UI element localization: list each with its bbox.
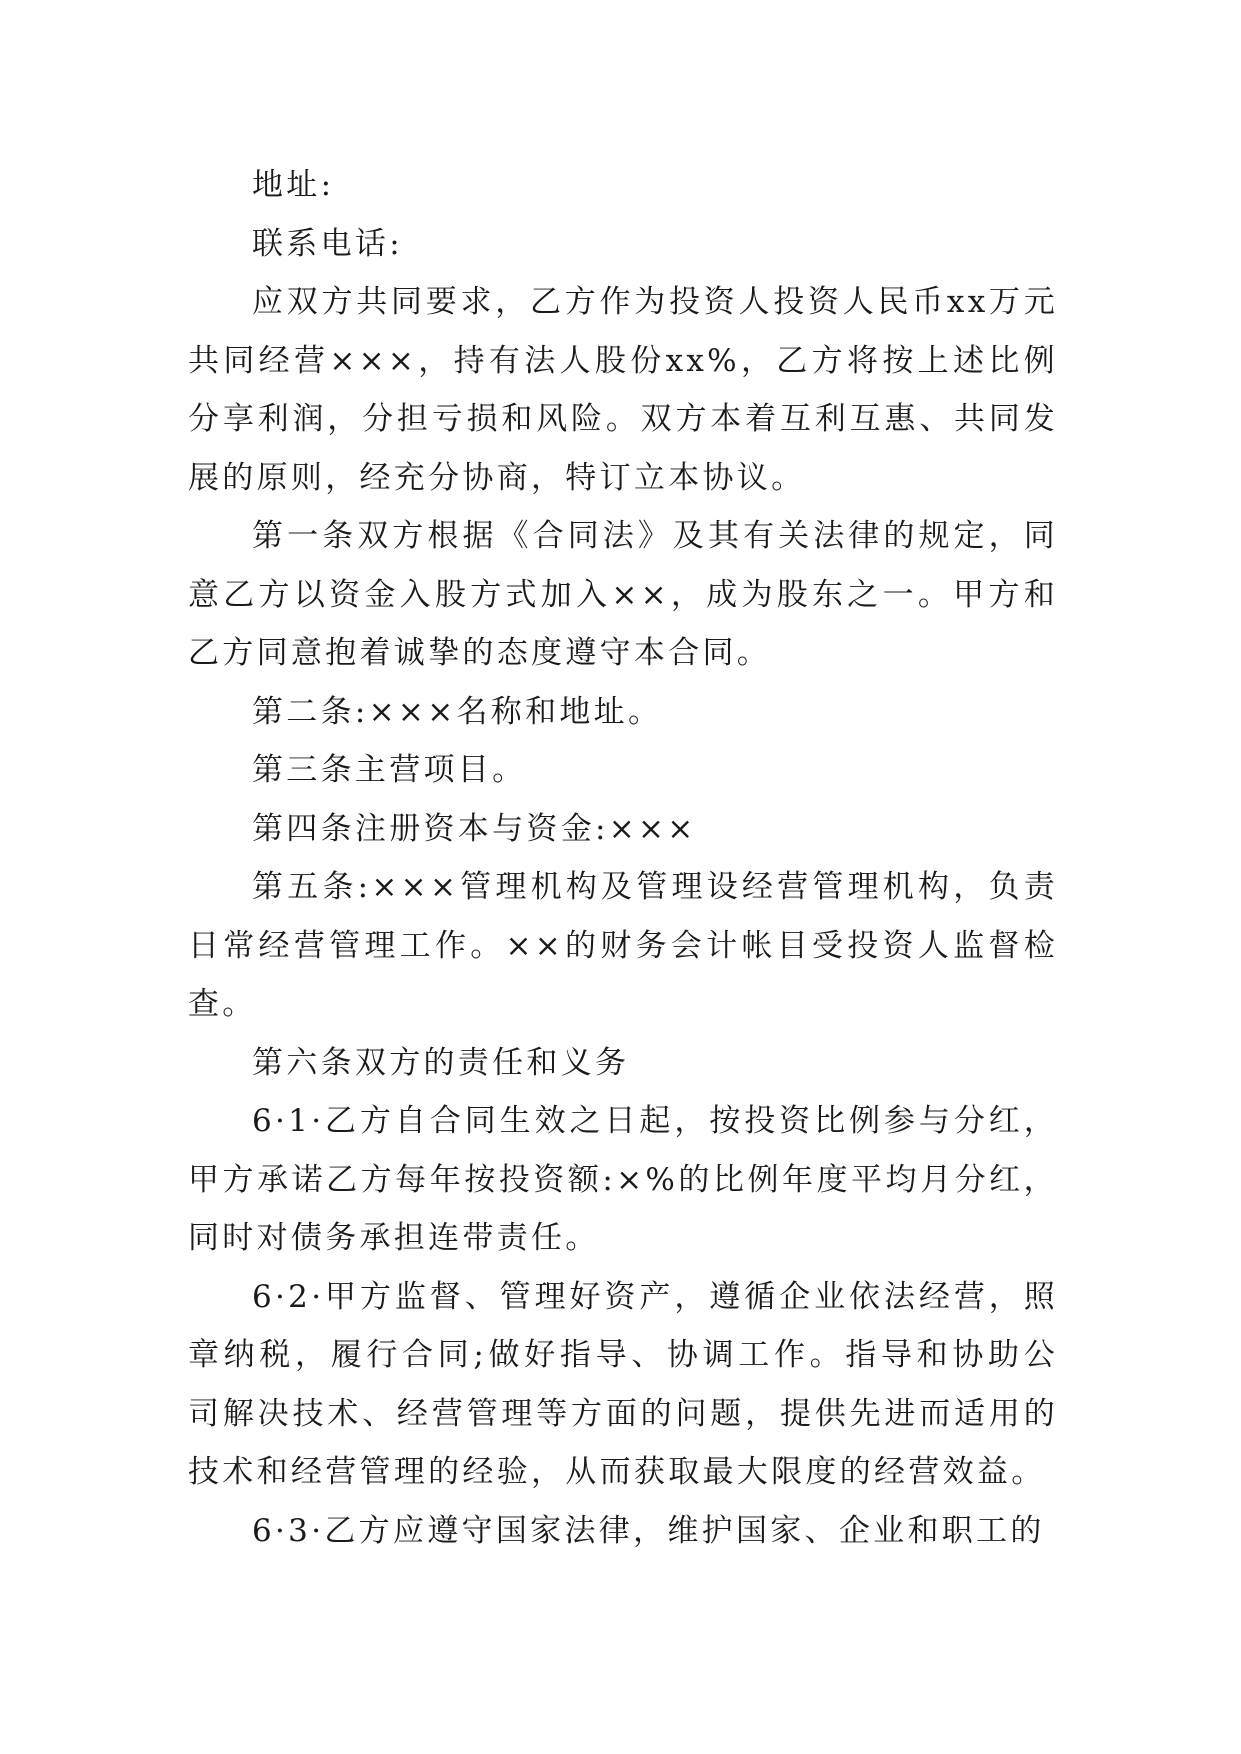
document-body xyxy=(188,156,1058,1560)
article-1-paragraph: 第一条双方根据《合同法》及其有关法律的规定，同意乙方以资金入股方式加入××，成为股东之一。甲方和乙方同意抱着诚挚的态度遵守本合同。 xyxy=(188,518,1058,671)
article-5-paragraph: 第五条:×××管理机构及管理设经营管理机构，负责日常经营管理工作。××的财务会计帐目受投资人监督检查。 xyxy=(188,869,1058,1022)
preamble-paragraph: 应双方共同要求，乙方作为投资人投资人民币xx万元共同经营×××，持有法人股份xx%，乙方将按上述比例分享利润，分担亏损和风险。双方本着互利互惠、共同发展的原则，经充分协商，特订立本协议。 xyxy=(188,284,1058,496)
phone-line: 联系电话: xyxy=(252,225,403,262)
address-line: 地址: xyxy=(252,167,335,203)
clause-6-2-paragraph: 6·2·甲方监督、管理好资产，遵循企业依法经营，照章纳税，履行合同;做好指导、协调工作。指导和协助公司解决技术、经营管理等方面的问题，提供先进而适用的技术和经营管理的经验，从而获取最大限度的经营效益。 xyxy=(188,1278,1058,1490)
article-6-heading: 第六条双方的责任和义务 xyxy=(252,1044,630,1081)
clause-6-1-paragraph: 6·1·乙方自合同生效之日起，按投资比例参与分红，甲方承诺乙方每年按投资额:×%的比例年度平均月分红，同时对债务承担连带责任。 xyxy=(188,1103,1058,1256)
article-4-paragraph: 第四条注册资本与资金:××× xyxy=(252,810,697,847)
article-3-paragraph: 第三条主营项目。 xyxy=(252,752,527,788)
article-2-paragraph: 第二条:×××名称和地址。 xyxy=(252,693,663,730)
clause-6-3-paragraph: 6·3·乙方应遵守国家法律，维护国家、企业和职工的 xyxy=(252,1512,1045,1549)
